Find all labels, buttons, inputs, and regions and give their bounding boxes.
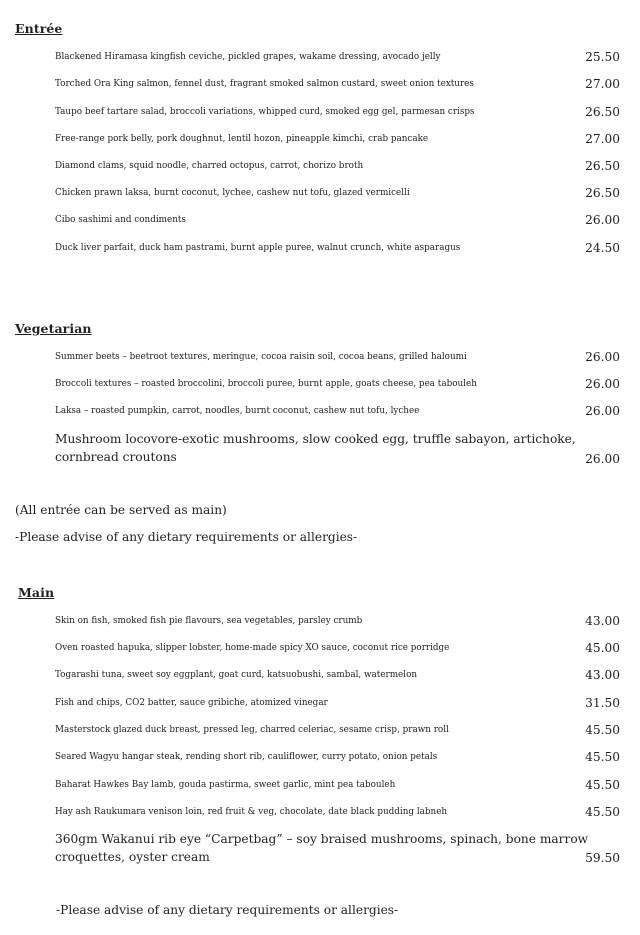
item-description: Cibo sashimi and condiments [55,215,186,225]
item-description: Seared Wagyu hangar steak, rending short rib, cauliflower, curry potato, onion petals [55,752,438,762]
item-description: Togarashi tuna, sweet soy eggplant, goat curd, katsuobushi, sambal, watermelon [55,670,418,680]
main-heading: Main [18,585,55,600]
item-description: Laksa – roasted pumpkin, carrot, noodles, burnt coconut, cashew nut tofu, lychee [55,406,420,416]
item-price: 26.50 [585,159,620,173]
item-description: Duck liver parfait, duck ham pastrami, burnt apple puree, walnut crunch, white asparagus [55,243,461,253]
item-price: 43.00 [585,668,620,682]
item-description: Fish and chips, CO2 batter, sauce gribiche, atomized vinegar [55,698,328,708]
item-description: Hay ash Raukumara venison loin, red fruit & veg, chocolate, date black pudding labneh [55,807,448,817]
vegetarian-heading: Vegetarian [15,321,92,336]
item-price: 26.00 [585,377,620,391]
item-price: 59.50 [585,851,620,865]
item-description: Masterstock glazed duck breast, pressed leg, charred celeriac, sesame crisp, prawn roll [55,725,449,735]
item-description: Oven roasted hapuka, slipper lobster, home-made spicy XO sauce, coconut rice porridge [55,643,450,653]
item-description: Blackened Hiramasa kingfish ceviche, pickled grapes, wakame dressing, avocado jelly [55,52,441,62]
dietary-note: -Please advise of any dietary requirements or allergies- [56,903,399,917]
item-price: 24.50 [585,241,620,255]
item-price: 26.00 [585,452,620,466]
item-price: 26.00 [585,213,620,227]
entree-heading: Entrée [15,21,63,36]
item-description: Skin on fish, smoked fish pie flavours, sea vegetables, parsley crumb [55,616,363,626]
item-price: 26.50 [585,186,620,200]
item-description: Chicken prawn laksa, burnt coconut, lychee, cashew nut tofu, glazed vermicelli [55,188,410,198]
dietary-note: -Please advise of any dietary requirements or allergies- [15,530,358,544]
item-price: 26.50 [585,105,620,119]
item-description: Summer beets – beetroot textures, meringue, cocoa raisin soil, cocoa beans, grilled haloumi [55,352,467,362]
item-price: 26.00 [585,350,620,364]
item-price: 45.50 [585,750,620,764]
item-price: 45.50 [585,805,620,819]
item-price: 26.00 [585,404,620,418]
item-price: 45.00 [585,641,620,655]
entree-as-main-note: (All entrée can be served as main) [15,503,227,517]
item-description: Taupo beef tartare salad, broccoli variations, whipped curd, smoked egg gel, parmesan crisps [55,107,475,117]
item-description: Torched Ora King salmon, fennel dust, fragrant smoked salmon custard, sweet onion textures [55,79,474,89]
item-description: Diamond clams, squid noodle, charred octopus, carrot, chorizo broth [55,161,364,171]
item-price: 27.00 [585,77,620,91]
item-price: 25.50 [585,50,620,64]
item-description: Baharat Hawkes Bay lamb, gouda pastirma, sweet garlic, mint pea tabouleh [55,780,396,790]
item-price: 31.50 [585,696,620,710]
item-description: Free-range pork belly, pork doughnut, lentil hozon, pineapple kimchi, crab pancake [55,134,429,144]
item-description: Mushroom locovore-exotic mushrooms, slow cooked egg, truffle sabayon, artichoke, cornbread croutons [55,432,576,464]
item-description: 360gm Wakanui rib eye “Carpetbag” – soy braised mushrooms, spinach, bone marrow croquettes, oyster cream [55,832,589,864]
item-price: 43.00 [585,614,620,628]
item-price: 27.00 [585,132,620,146]
item-price: 45.50 [585,778,620,792]
item-price: 45.50 [585,723,620,737]
item-description: Broccoli textures – roasted broccolini, broccoli puree, burnt apple, goats cheese, pea tabouleh [55,379,477,389]
